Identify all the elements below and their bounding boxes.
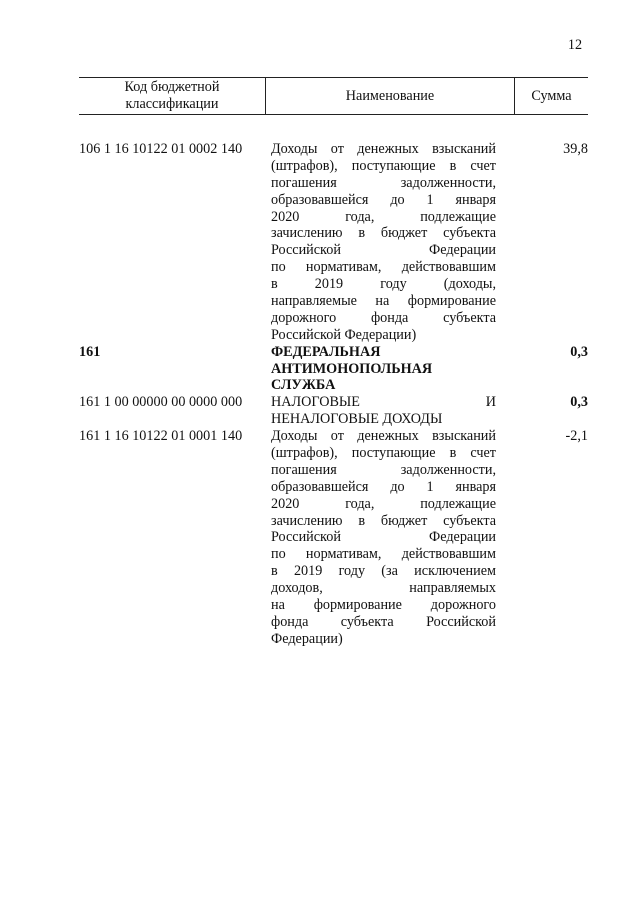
row-code: 106 1 16 10122 01 0002 140 bbox=[79, 141, 243, 157]
row-sum: -2,1 bbox=[565, 428, 588, 445]
row-name-line: НАЛОГОВЫЕ И bbox=[271, 394, 496, 411]
budget-table bbox=[79, 77, 588, 648]
row-sum: 0,3 bbox=[570, 343, 588, 360]
row-name-line: зачислению в бюджет субъекта bbox=[271, 512, 496, 529]
row-name-line: в 2019 году (доходы, bbox=[271, 276, 496, 293]
row-sum: 0,3 bbox=[570, 394, 588, 411]
row-code: 161 1 16 10122 01 0001 140 bbox=[79, 428, 243, 445]
row-name-line: зачислению в бюджет субъекта bbox=[271, 225, 496, 242]
row-name-line: Доходы от денежных взысканий bbox=[271, 141, 496, 157]
row-name-line: на формирование дорожного bbox=[271, 597, 496, 614]
table-header bbox=[79, 77, 588, 115]
table-row bbox=[79, 141, 588, 344]
row-code: 161 1 00 00000 00 0000 000 bbox=[79, 394, 243, 411]
table-row bbox=[79, 394, 588, 428]
row-name-line: ФЕДЕРАЛЬНАЯ bbox=[271, 343, 381, 360]
row-name-line: Российской Федерации) bbox=[271, 326, 417, 343]
row-name bbox=[271, 428, 496, 648]
row-name-line: 2020 года, подлежащие bbox=[271, 208, 496, 225]
row-name-line: направляемые на формирование bbox=[271, 293, 496, 310]
row-name-line: образовавшейся до 1 января bbox=[271, 191, 496, 208]
header-code-line: Код бюджетной bbox=[124, 79, 220, 95]
table-row bbox=[79, 428, 588, 648]
row-name-line: Российской Федерации bbox=[271, 242, 496, 259]
row-name-line: по нормативам, действовавшим bbox=[271, 546, 496, 563]
row-name bbox=[271, 141, 496, 344]
row-name-line: 2020 года, подлежащие bbox=[271, 495, 496, 512]
table-row bbox=[79, 344, 588, 395]
row-name-line: фонда субъекта Российской bbox=[271, 613, 496, 630]
row-name-line: (штрафов), поступающие в счет bbox=[271, 445, 496, 462]
row-name-line: НЕНАЛОГОВЫЕ ДОХОДЫ bbox=[271, 411, 443, 428]
row-name-line: по нормативам, действовавшим bbox=[271, 259, 496, 276]
table-body bbox=[79, 115, 588, 648]
row-name-line: Российской Федерации bbox=[271, 529, 496, 546]
header-name: Наименование bbox=[266, 78, 515, 114]
row-name-line: Доходы от денежных взысканий bbox=[271, 428, 496, 445]
row-name-line: Федерации) bbox=[271, 630, 343, 647]
row-name bbox=[271, 394, 496, 428]
row-name-line: доходов, направляемых bbox=[271, 580, 496, 597]
page-number: 12 bbox=[567, 37, 583, 53]
row-name-line: в 2019 году (за исключением bbox=[271, 563, 496, 580]
header-sum: Сумма bbox=[531, 87, 572, 104]
row-name bbox=[271, 344, 496, 395]
row-code: 161 bbox=[79, 343, 101, 360]
header-code-line: классификации bbox=[125, 96, 219, 112]
row-name-line: образовавшейся до 1 января bbox=[271, 478, 496, 495]
row-name-line: погашения задолженности, bbox=[271, 461, 496, 478]
row-name-line: дорожного фонда субъекта bbox=[271, 309, 496, 326]
header-code bbox=[79, 78, 266, 114]
row-name-line: погашения задолженности, bbox=[271, 174, 496, 191]
row-sum: 39,8 bbox=[563, 141, 588, 157]
row-name-line: СЛУЖБА bbox=[271, 377, 336, 394]
row-name-line: АНТИМОНОПОЛЬНАЯ bbox=[271, 360, 433, 377]
row-name-line: (штрафов), поступающие в счет bbox=[271, 157, 496, 174]
